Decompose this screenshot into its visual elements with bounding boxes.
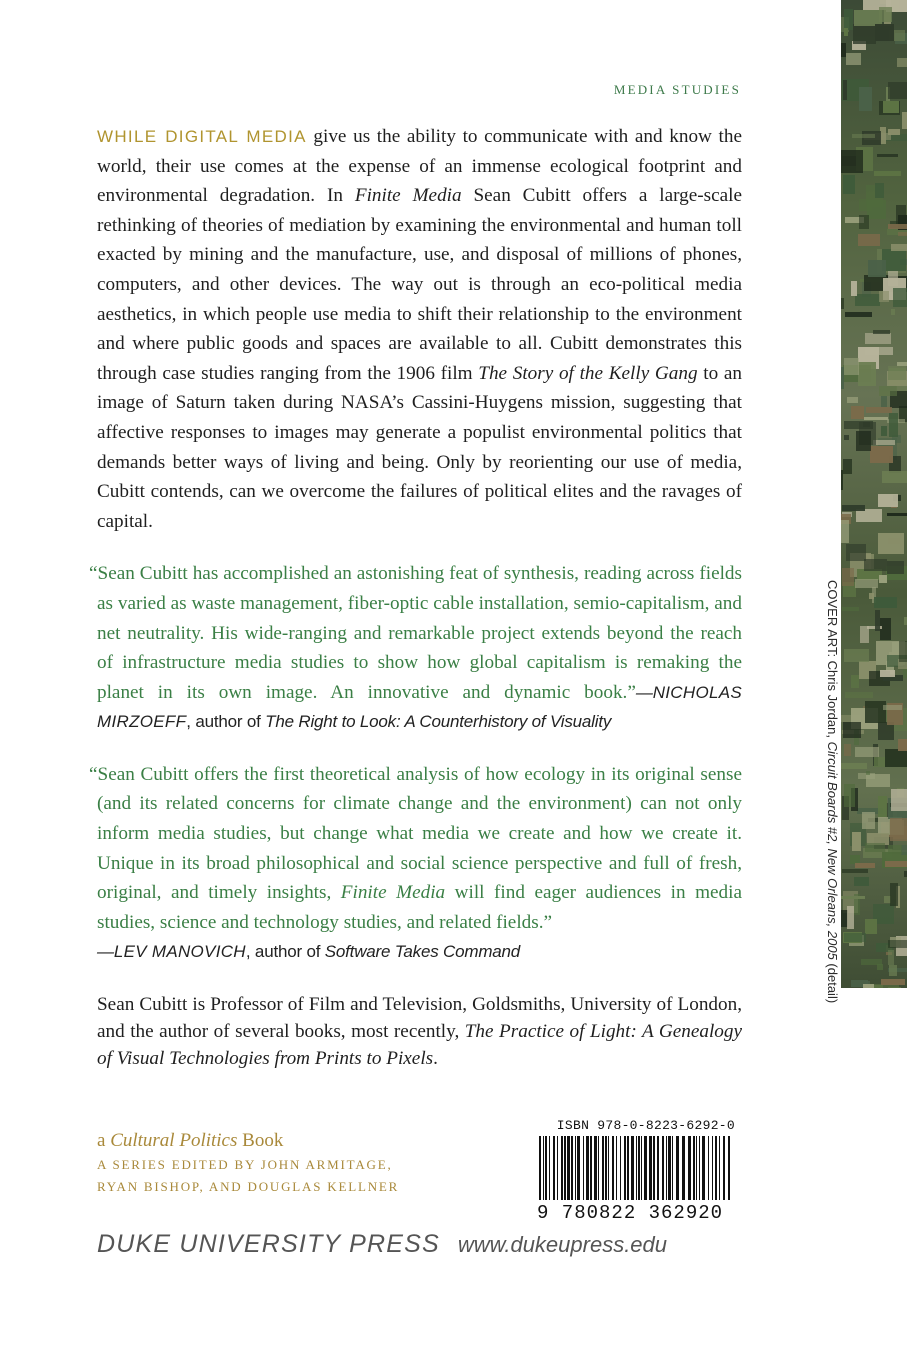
barcode-bar: [616, 1136, 617, 1200]
circuit-component: [847, 906, 854, 929]
circuit-component: [844, 435, 849, 440]
circuit-component: [863, 984, 874, 988]
barcode-bar: [712, 1136, 713, 1200]
barcode-bar: [728, 1136, 730, 1200]
circuit-component: [846, 53, 861, 65]
circuit-component: [855, 747, 879, 757]
publisher-name: DUKE UNIVERSITY PRESS: [97, 1230, 440, 1258]
circuit-component: [873, 440, 895, 445]
barcode-bar: [699, 1136, 700, 1200]
barcode-bar: [719, 1136, 720, 1200]
series-name: Cultural Politics: [110, 1130, 238, 1151]
circuit-component: [865, 919, 877, 934]
barcode-bar: [708, 1136, 709, 1200]
barcode-bar: [649, 1136, 652, 1200]
circuit-component: [897, 58, 907, 67]
barcode-bar: [653, 1136, 655, 1200]
credit-prefix: COVER ART: Chris Jordan,: [825, 580, 840, 742]
circuit-board-art: [841, 0, 907, 988]
endorsement-manovich: [89, 760, 742, 967]
publisher-line: [97, 1230, 667, 1259]
back-cover-text: [89, 122, 742, 1072]
barcode-bar: [627, 1136, 629, 1200]
circuit-component: [841, 298, 844, 309]
circuit-component: [844, 649, 869, 662]
circuit-component: [866, 407, 892, 413]
circuit-component: [878, 533, 904, 554]
circuit-component: [875, 24, 894, 41]
author-of-label: , author of: [245, 942, 325, 962]
barcode-bar: [666, 1136, 667, 1200]
circuit-component: [888, 845, 902, 854]
barcode-bar: [564, 1136, 566, 1200]
description-text-3: to an image of Saturn taken during NASA’s Cassini-Huygens mission, suggesting that affective responses to images may generate a populist environmental politics that demands better ways of living and being. Only by reorienting our use of media, Cubitt contends, can we overcome the failures of political elites and the ravages of capital.: [97, 362, 742, 532]
description-text-2: Sean Cubitt offers a large-scale rethinking of theories of mediation by examining the environmental and human toll exacted by mining and the manufacture, use, and disposal of millions of phones, computers, and other devices. The way out is through an eco-political media aesthetics, in which people use media to shift their relationship to the environment and where public goods and spaces are available to all. Cubitt demonstrates this through case studies ranging from the 1906 film: [97, 185, 742, 384]
circuit-component: [874, 171, 901, 176]
endorsement-mirzoeff: [89, 559, 742, 737]
credit-suffix: (detail): [825, 959, 840, 1004]
barcode-bar: [586, 1136, 589, 1200]
circuit-component: [870, 446, 893, 463]
circuit-component: [841, 150, 863, 173]
endorsement-attribution: [97, 942, 520, 961]
endorser-name: LEV MANOVICH: [113, 942, 246, 962]
circuit-component: [862, 812, 875, 829]
circuit-component: [864, 417, 888, 420]
barcode-bar: [543, 1136, 544, 1200]
circuit-component: [891, 789, 907, 811]
circuit-component: [888, 129, 900, 135]
circuit-component: [852, 832, 861, 851]
circuit-component: [858, 234, 880, 246]
circuit-component: [851, 406, 864, 419]
circuit-component: [877, 154, 898, 157]
circuit-component: [841, 896, 865, 899]
circuit-component: [846, 544, 866, 561]
circuit-component: [841, 763, 867, 769]
circuit-component: [880, 670, 895, 677]
circuit-component: [878, 494, 898, 507]
series-editors-line-1: A SERIES EDITED BY JOHN ARMITAGE,: [97, 1157, 393, 1172]
series-editors-line-2: RYAN BISHOP, AND DOUGLAS KELLNER: [97, 1179, 400, 1194]
endorsement-quote-a: “Sean Cubitt offers the first theoretical analysis of how ecology in its original sense (and its related concerns for climate change and the environment) can not only inform media studies, but change what media we create and how we create it. Unique in its broad philosophical and social science perspective and full of fresh, original, and timely insights,: [89, 763, 742, 904]
circuit-component: [888, 950, 894, 965]
circuit-component: [885, 861, 907, 867]
circuit-component: [842, 505, 865, 511]
circuit-component: [891, 309, 895, 315]
circuit-component: [888, 224, 907, 229]
circuit-component: [865, 843, 885, 852]
circuit-component: [878, 796, 887, 817]
description-text-1: give us the ability to communicate with and know the world, their use comes at the expense of an immense ecological footprint and environmental degradation. In: [97, 126, 742, 207]
circuit-component: [874, 597, 897, 608]
bio-end: .: [433, 1048, 438, 1070]
author-of-label: , author of: [186, 712, 266, 732]
circuit-component: [841, 470, 843, 490]
barcode-bar: [631, 1136, 634, 1200]
circuit-component: [879, 386, 897, 396]
circuit-component: [866, 771, 870, 775]
circuit-component: [888, 987, 901, 988]
barcode-bar: [657, 1136, 659, 1200]
circuit-component: [842, 607, 859, 611]
barcode-bar: [636, 1136, 637, 1200]
circuit-component: [861, 959, 882, 965]
circuit-component: [868, 260, 886, 277]
endorsement-book-title: Finite Media: [340, 882, 446, 904]
endorser-work: Software Takes Command: [324, 942, 521, 962]
isbn-label: ISBN 978-0-8223-6292-0: [556, 1118, 735, 1133]
circuit-component: [890, 883, 898, 906]
circuit-component: [842, 568, 854, 586]
endorsement-quote: “Sean Cubitt has accomplished an astonishing feat of synthesis, reading across fields as varied as waste management, fiber-optic cable installation, semio-capitalism, and net neutrality. His wide-ranging and remarkable project extends beyond the reach of infrastructure media studies to show how global capitalism is remaking the planet in its own image. An innovative and dynamic book.”: [89, 563, 742, 703]
bio-text: Sean Cubitt is Professor of Film and Television, Goldsmiths, University of London, and the author of several books, most recently,: [97, 994, 742, 1043]
bio-book-title: The Practice of Light: A Genealogy of Visual Technologies from Prints to Pixels: [97, 1021, 742, 1070]
circuit-component: [873, 330, 890, 334]
barcode-bar: [577, 1136, 580, 1200]
barcode-bar: [672, 1136, 673, 1200]
circuit-component: [897, 362, 907, 366]
barcode-bar: [594, 1136, 597, 1200]
circuit-component: [845, 692, 873, 698]
circuit-component: [851, 675, 859, 688]
publisher-url: www.dukeupress.edu: [457, 1232, 668, 1257]
barcode-bar: [575, 1136, 576, 1200]
circuit-component: [859, 215, 869, 229]
cover-art-credit: [822, 580, 842, 1004]
circuit-component: [855, 863, 875, 868]
circuit-component: [844, 933, 866, 942]
barcode-bar: [598, 1136, 599, 1200]
barcode-bar: [668, 1136, 671, 1200]
attribution-dash: —: [97, 942, 114, 962]
circuit-component: [875, 183, 884, 198]
circuit-component: [855, 294, 880, 306]
circuit-component: [854, 10, 882, 26]
barcode-digits: 9 780822 362920: [537, 1202, 724, 1224]
circuit-component: [844, 784, 855, 807]
circuit-component: [842, 869, 868, 873]
circuit-component: [854, 877, 869, 886]
barcode-bar: [567, 1136, 570, 1200]
circuit-component: [859, 87, 872, 111]
barcode-bar: [682, 1136, 685, 1200]
circuit-component: [899, 641, 907, 662]
circuit-component: [844, 28, 848, 36]
circuit-component: [865, 701, 886, 723]
circuit-component: [845, 312, 872, 317]
series-title: a Cultural Politics Book: [97, 1130, 284, 1151]
circuit-component: [851, 281, 857, 296]
barcode-bar: [612, 1136, 614, 1200]
circuit-component: [879, 575, 887, 583]
barcode-bar: [561, 1136, 563, 1200]
barcode-bar: [605, 1136, 607, 1200]
circuit-component: [887, 513, 907, 516]
barcode-bar: [545, 1136, 547, 1200]
category-label: MEDIA STUDIES: [613, 82, 741, 97]
isbn-barcode: [537, 1118, 735, 1224]
barcode-bar: [539, 1136, 541, 1200]
barcode-bar: [602, 1136, 604, 1200]
circuit-component: [875, 610, 880, 631]
barcode-bar: [571, 1136, 573, 1200]
description-paragraph: [97, 122, 742, 536]
book-title: Finite Media: [354, 185, 462, 207]
cover-art-image: [841, 0, 907, 988]
endorsement-quote-b: will find eager audiences in media studies, science and technology studies, and related fields.”: [97, 882, 742, 933]
credit-work: Circuit Boards #2, New Orleans, 2005: [825, 741, 840, 960]
circuit-component: [879, 291, 889, 302]
endorser-work: The Right to Look: A Counterhistory of Visuality: [265, 712, 612, 732]
series-info: [97, 1128, 399, 1198]
circuit-component: [881, 979, 905, 985]
circuit-component: [855, 579, 878, 588]
circuit-component: [883, 101, 899, 113]
circuit-component: [881, 396, 887, 407]
circuit-component: [844, 358, 859, 375]
barcode-bar: [549, 1136, 550, 1200]
circuit-component: [843, 175, 855, 194]
barcode-bar: [715, 1136, 717, 1200]
author-bio: [97, 991, 742, 1072]
barcode-bar: [620, 1136, 621, 1200]
circuit-component: [841, 910, 848, 927]
barcode-bar: [696, 1136, 697, 1200]
barcode-bar: [644, 1136, 647, 1200]
circuit-component: [841, 367, 844, 389]
circuit-component: [869, 593, 874, 599]
circuit-component: [844, 744, 851, 756]
barcode-bar: [676, 1136, 679, 1200]
circuit-component: [888, 82, 907, 99]
barcode-bar: [553, 1136, 555, 1200]
film-title: The Story of the Kelly Gang: [478, 362, 698, 384]
circuit-component: [865, 333, 891, 344]
circuit-component: [885, 749, 907, 767]
circuit-component: [844, 421, 873, 429]
circuit-component: [883, 705, 902, 710]
barcode-bars: [537, 1136, 735, 1200]
circuit-component: [888, 271, 898, 286]
circuit-component: [852, 134, 875, 138]
circuit-component: [847, 397, 858, 403]
barcode-bar: [608, 1136, 609, 1200]
barcode-bar: [590, 1136, 592, 1200]
circuit-component: [881, 426, 887, 436]
circuit-component: [889, 965, 897, 976]
attribution-dash: —: [635, 682, 653, 702]
circuit-component: [888, 940, 907, 948]
circuit-component: [891, 244, 907, 251]
circuit-component: [882, 471, 907, 483]
circuit-component: [841, 520, 849, 543]
circuit-component: [843, 459, 852, 474]
circuit-component: [841, 43, 846, 57]
circuit-component: [898, 739, 907, 751]
circuit-component: [889, 413, 898, 437]
circuit-component: [902, 112, 907, 129]
circuit-component: [879, 7, 892, 22]
circuit-component: [843, 80, 847, 100]
circuit-component: [858, 362, 876, 386]
circuit-component: [856, 431, 871, 451]
barcode-bar: [662, 1136, 664, 1200]
circuit-component: [884, 896, 891, 903]
circuit-component: [853, 24, 876, 44]
circuit-component: [887, 561, 904, 574]
endorser-name: NICHOLAS MIRZOEFF: [97, 682, 742, 732]
circuit-component: [864, 559, 887, 571]
circuit-component: [890, 818, 907, 841]
circuit-component: [844, 9, 853, 30]
barcode-bar: [624, 1136, 626, 1200]
barcode-bar: [688, 1136, 691, 1200]
description-lead: WHILE DIGITAL MEDIA: [97, 127, 307, 146]
circuit-component: [860, 626, 869, 643]
circuit-component: [893, 288, 907, 307]
barcode-bar: [702, 1136, 705, 1200]
circuit-component: [850, 855, 860, 864]
barcode-bar: [557, 1136, 558, 1200]
barcode-bar: [723, 1136, 725, 1200]
barcode-bar: [693, 1136, 695, 1200]
circuit-component: [898, 232, 907, 236]
circuit-component: [843, 722, 861, 738]
circuit-component: [888, 366, 906, 380]
barcode-bar: [638, 1136, 640, 1200]
barcode-bar: [641, 1136, 642, 1200]
barcode-bar: [583, 1136, 584, 1200]
